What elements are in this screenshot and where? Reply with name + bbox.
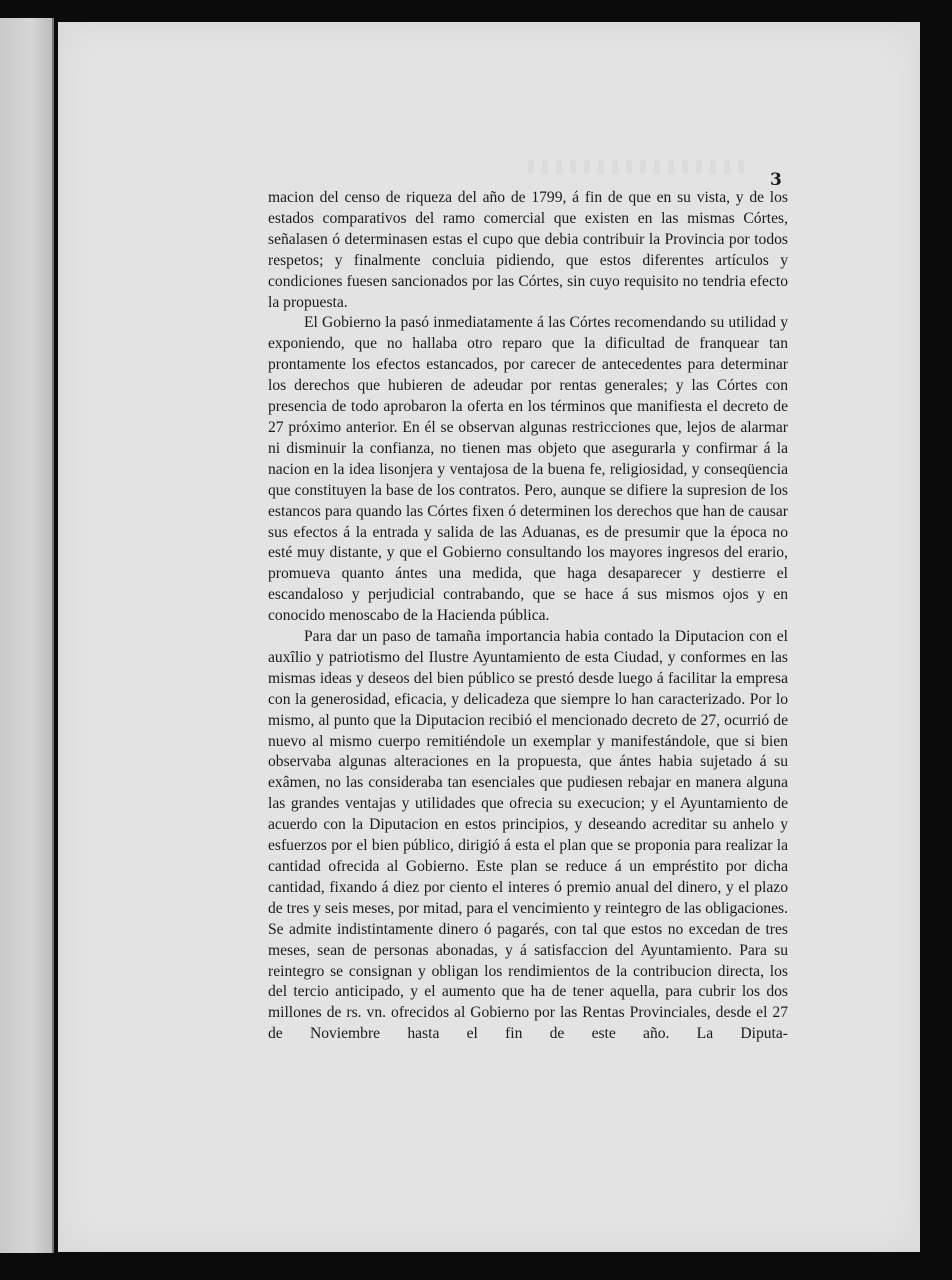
facing-page-edge: [0, 18, 54, 1253]
show-through-marks: [528, 160, 748, 174]
body-text: [268, 188, 788, 1045]
paragraph-3: Para dar un paso de tamaña importancia habia contado la Diputacion con el auxîlio y patriotismo del Ilustre Ayuntamiento de esta Ciudad, y conformes en las mismas ideas y deseos del bien público se prestó desde luego á facilitar la empresa con la generosidad, eficacia, y delicadeza que siempre lo han caracterizado. Por lo mismo, al punto que la Diputacion recibió el mencionado decreto de 27, ocurrió de nuevo al mismo cuerpo remitiéndole un exemplar y manifestándole, que si bien observaba algunas alteraciones en la propuesta, que ántes habia sujetado á su exâmen, no las consideraba tan esenciales que pudiesen rebajar en manera alguna las grandes ventajas y utilidades que ofrecia su execucion; y el Ayuntamiento de acuerdo con la Diputacion en estos principios, y deseando acreditar su anhelo y esfuerzos por el bien público, dirigió á esta el plan que se proponia para realizar la cantidad ofrecida al Gobierno. Este plan se reduce á un empréstito por dicha cantidad, fixando á diez por ciento el interes ó premio anual del dinero, y el plazo de tres y seis meses, por mitad, para el vencimiento y reintegro de las obligaciones. Se admite indistintamente dinero ó pagarés, con tal que estos no excedan de tres meses, sean de personas abonadas, y á satisfaccion del Ayuntamiento. Para su reintegro se consignan y obligan los rendimientos de la contribucion directa, los del tercio anticipado, y el aumento que ha de tener aquella, para cubrir los dos millones de rs. vn. ofrecidos al Gobierno por las Rentas Provinciales, desde el 27 de Noviembre hasta el fin de este año. La Diputa-: [268, 628, 788, 1043]
paragraph-1: macion del censo de riqueza del año de 1799, á fin de que en su vista, y de los estados comparativos del ramo comercial que existen en las mismas Córtes, señalasen ó determinasen estas el cupo que debia contribuir la Provincia por todos respetos; y finalmente concluia pidiendo, que estos diferentes artículos y condiciones fuesen sancionados por las Córtes, sin cuyo requisito no tendria efecto la propuesta.: [268, 189, 788, 311]
page-number: 3: [770, 170, 782, 190]
document-page: [58, 22, 920, 1252]
paragraph-2: El Gobierno la pasó inmediatamente á las Córtes recomendando su utilidad y exponiendo, que no hallaba otro reparo que la dificultad de franquear tan prontamente los efectos estancados, por carecer de antecedentes para determinar los derechos que hubieren de adeudar por rentas generales; y las Córtes con presencia de todo aprobaron la oferta en los términos que manifiesta el decreto de 27 próximo anterior. En él se observan algunas restricciones que, lejos de alarmar ni disminuir la confianza, no tienen mas objeto que asegurarla y confirmar á la nacion en la idea lisonjera y ventajosa de la buena fe, religiosidad, y conseqüencia que constituyen la base de los contratos. Pero, aunque se difiere la supresion de los estancos para quando las Córtes fixen ó determinen los derechos que han de causar sus efectos á la entrada y salida de las Aduanas, es de presumir que la época no esté muy distante, y que el Gobierno consultando los mayores ingresos del erario, promueva quanto ántes una medida, que haga desaparecer y destierre el escandaloso y perjudicial contrabando, que se hace á sus mismos ojos y en conocido menoscabo de la Hacienda pública.: [268, 314, 788, 625]
